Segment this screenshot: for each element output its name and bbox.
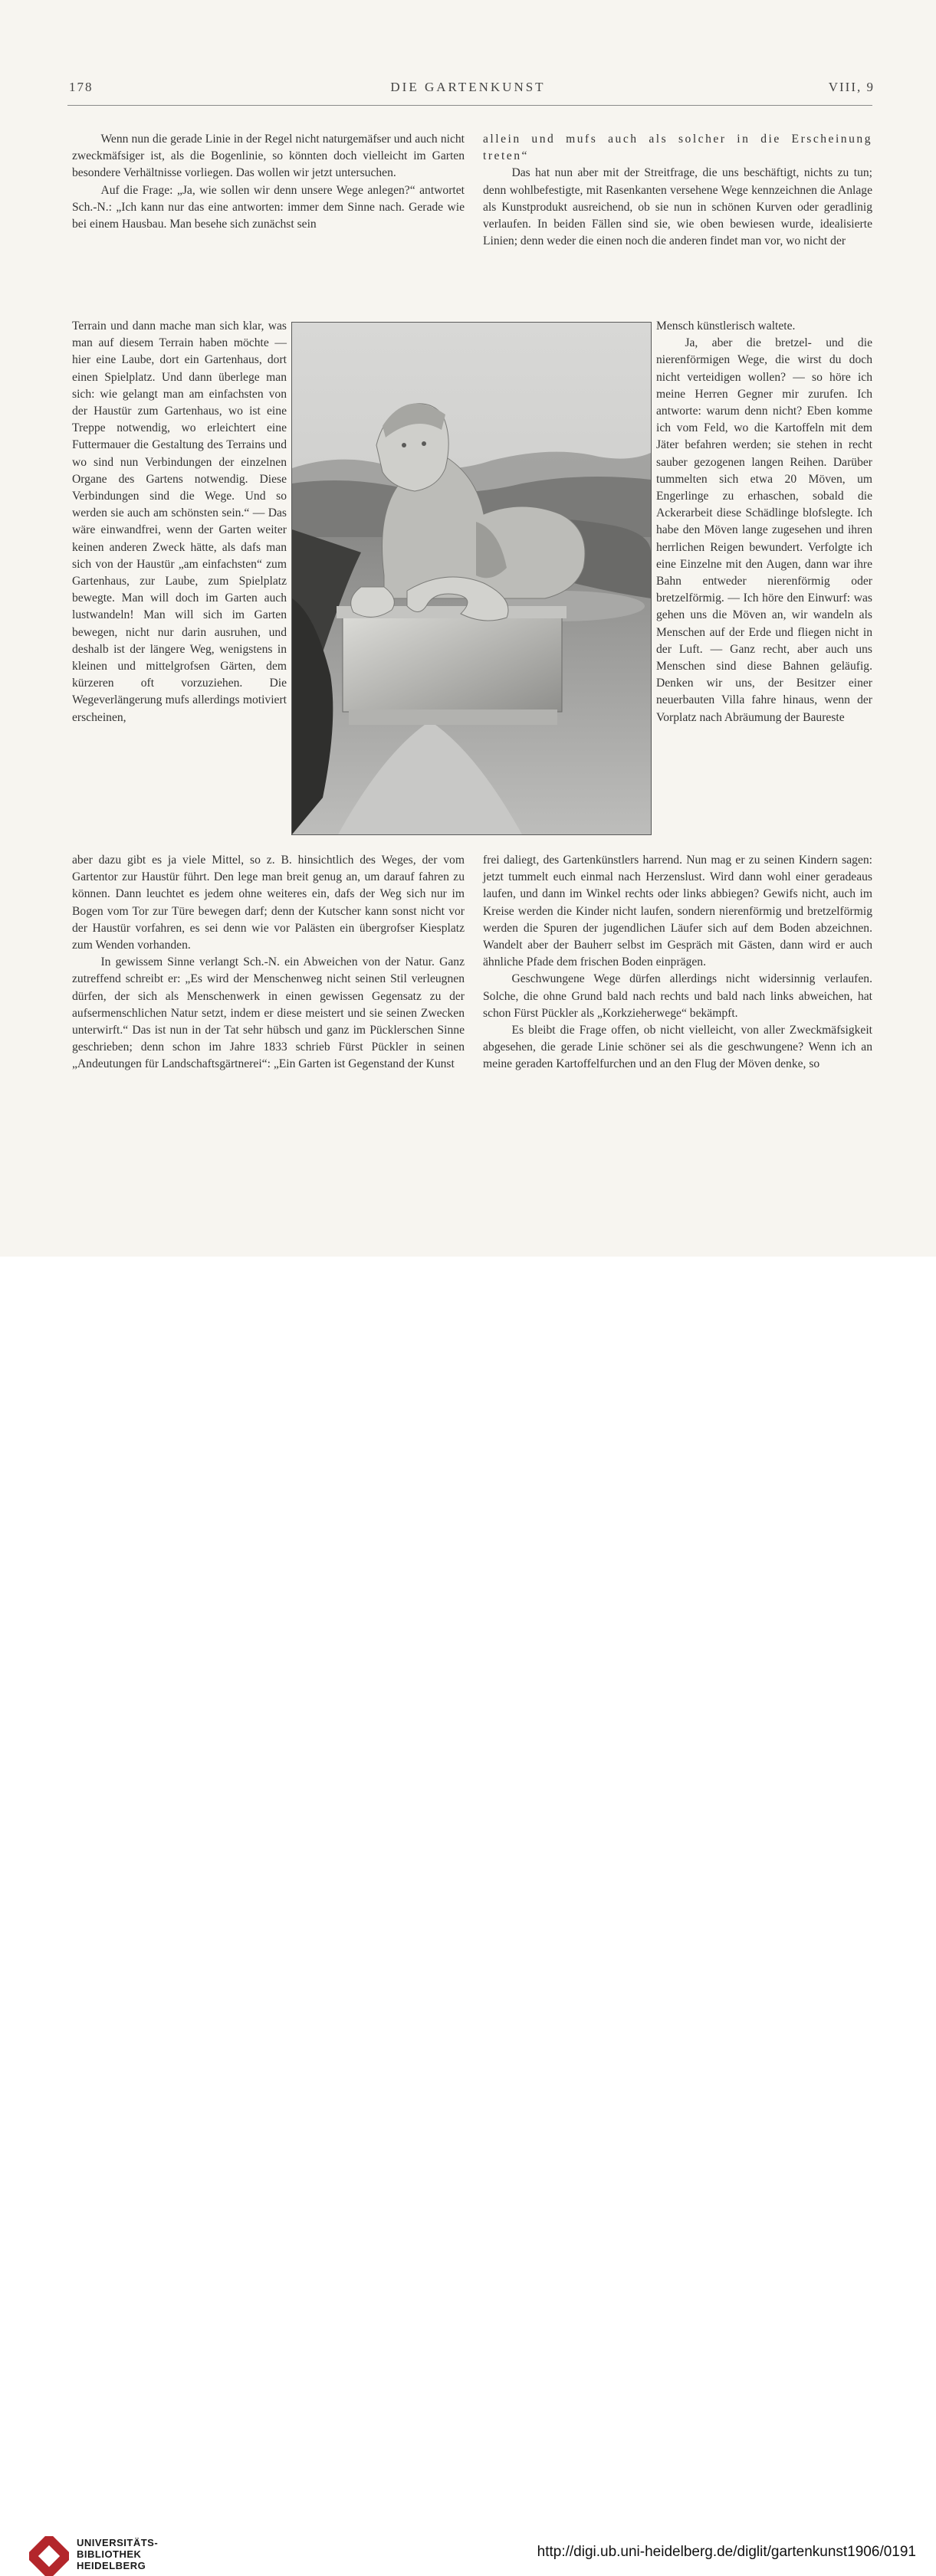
- page-number: 178: [69, 80, 94, 94]
- left-column-wrap: [72, 318, 287, 726]
- viewer-footer: [0, 1257, 936, 2571]
- right-column-wrap: [656, 318, 872, 726]
- library-name: UNIVERSITÄTS- BIBLIOTHEK HEIDELBERG: [77, 2537, 159, 2571]
- sphinx-statue-illustration: [292, 323, 651, 834]
- paragraph: Mensch künstlerisch waltete.: [656, 320, 796, 333]
- paragraph: Das hat nun aber mit der Streitfrage, die uns beschäftigt, nichts zu tun; denn wohlbefestigte, mit Rasenkanten versehene Wege kennzeichnen die Anlage als Kunstprodukt ausreichend, ob sie nun in schönen Kurven oder geradlinig verlaufen. In beiden Fällen sind sie, wie oben bewiesen wurde, idealisierte Linien; denn weder die einen noch die anderen findet man vor, wo nicht der: [483, 166, 872, 248]
- paragraph: Terrain und dann mache man sich klar, was man auf diesem Terrain haben möchte — hier eine Laube, dort ein Gartenhaus, dort einen Spielplatz. Und dann überlege man sich: wie gelangt man am einfachsten von der Haustür zum Gartenhaus, wo ist eine Treppe notwendig, wo erleichtert eine Futtermauer die Gestaltung des Terrains und wo sind nun Verbindungen der einzelnen Organe des Gartens notwendig. Diese Verbindungen sind die Wege. Und so werden sie auch am schönsten sein.“ — Das wäre einwandfrei, wenn der Garten weiter keinen anderen Zweck hätte, als dafs man sich von der Haustür „am einfachsten“ zum Gartenhaus, zur Laube, zum Spielplatz bewegte. Man will doch im Garten auch lustwandeln! Man will sich im Garten bewegen, nicht nur darin ausruhen, und deshalb ist der längere Weg, wenigstens in kleinen und mittelgrofsen Gärten, dem kürzeren oft vorzuziehen. Die Wegeverlängerung mufs allerdings motiviert erscheinen,: [72, 320, 287, 724]
- library-logo-icon: [29, 2536, 69, 2576]
- left-column-bottom: [72, 852, 465, 1073]
- running-title: DIE GARTENKUNST: [390, 80, 546, 94]
- paragraph: Geschwungene Wege dürfen allerdings nicht widersinnig verlaufen. Solche, die ohne Grund bald nach rechts und bald nach links abweichen, hat schon Fürst Pückler als „Korkzieherwege“ bekämpft.: [483, 972, 872, 1020]
- scanned-page: [0, 0, 936, 1257]
- paragraph: Wenn nun die gerade Linie in der Regel nicht naturgemäfser und auch nicht zweckmäfsiger ist, als die Bogenlinie, so könnten doch vielleicht im Garten besondere Verhältnisse vorliegen. Das wollen wir jetzt untersuchen.: [72, 133, 465, 180]
- volume-issue: VIII, 9: [828, 80, 875, 94]
- paragraph: aber dazu gibt es ja viele Mittel, so z. B. hinsichtlich des Weges, der vom Gartentor zur Haustür führt. Den lege man breit genug an, um darauf fahren zu können. Dann leuchtet es jedem ohne weiteres ein, dafs der Weg sich nur im Bogen vom Tor zur Türe bewegen darf; denn der Kutscher kann sonst nicht vor der Haustür vorfahren, es sei denn wie vor Palästen ein übergrofser Kiesplatz zum Wenden vorhanden.: [72, 854, 465, 952]
- header-rule: [67, 105, 872, 106]
- paragraph: frei daliegt, des Gartenkünstlers harrend. Nun mag er zu seinen Kindern sagen: jetzt tummelt euch einmal nach Herzenslust. Wird dann wohl einer geradeaus laufen, und dann im Winkel rechts oder links abbiegen? Gewifs nicht, auch im Kreise werden die Kinder nicht laufen, sondern nierenförmig und bretzelförmig werden die Spuren der jugendlichen Läufer sich auf dem Boden abzeichnen. Wandelt aber der Bauherr selbst im Gespräch mit Gästen, dann wird er auch ähnliche Pfade dem frischen Boden einprägen.: [483, 854, 872, 969]
- right-column-top: [483, 131, 872, 250]
- right-column-bottom: [483, 852, 872, 1073]
- paragraph: Ja, aber die bretzel- und die nierenförmigen Wege, die wirst du doch nicht verteidigen wollen? — so höre ich meine Herren Gegner mir zurufen. Ich antworte: warum denn nicht? Eben komme ich vom Feld, wo die Kartoffeln mit dem Jäter befahren werden; sie stehen in recht sauber gezogenen langen Reihen. Darüber tummelten sich etwa 20 Möven, um Engerlinge zu erhaschen, sobald die Ackerarbeit diese Schädlinge blofslegte. Ich habe den Möven lange zugesehen und ihren herrlichen Reigen bewundert. Verfolgte ich eine Einzelne mit den Augen, dann war ihre Bahn entweder nierenförmig oder bretzelförmig. — Ich höre den Einwurf: was gehen uns die Möven an, wir wandeln als Menschen auf der Erde und fliegen nicht in der Luft. — Ganz recht, aber auch uns Menschen sind diese Bahnen geläufig. Denken wir uns, der Besitzer einer neuerbauten Villa fahre hinaus, wenn der Vorplatz nach Abräumung der Baureste: [656, 336, 872, 724]
- paragraph: Es bleibt die Frage offen, ob nicht vielleicht, von aller Zweckmäfsigkeit abgesehen, die gerade Linie schöner sei als die geschwungene? Wenn ich an meine geraden Kartoffelfurchen und an den Flug der Möven denke, so: [483, 1024, 872, 1071]
- sphinx-photograph: [291, 322, 652, 835]
- source-url-link[interactable]: http://digi.ub.uni-heidelberg.de/diglit/gartenkunst1906/0191: [537, 2544, 916, 2560]
- left-column-top: [72, 131, 465, 233]
- paragraph: In gewissem Sinne verlangt Sch.-N. ein Abweichen von der Natur. Ganz zutreffend schreibt er: „Es wird der Menschenweg nicht seinen Stil verleugnen dürfen, der sich als Menschenwerk in einen gewissen Gegensatz zu der aufsermenschlichen Natur setzt, indem er diese meistert und sie seinen Zwecken unterwirft.“ Das ist nun in der Tat sehr hübsch und ganz im Pücklerschen Sinne geschrieben; denn schon im Jahre 1833 schrieb Fürst Pückler in seinen „Andeutungen für Landschaftsgärtnerei“: „Ein Garten ist Gegenstand der Kunst: [72, 955, 465, 1071]
- paragraph: Auf die Frage: „Ja, wie sollen wir denn unsere Wege anlegen?“ antwortet Sch.-N.: „Ich kann nur das eine antworten: immer dem Sinne nach. Gerade wie bei einem Hausbau. Man besehe sich zunächst sein: [72, 183, 465, 231]
- paragraph: allein und mufs auch als solcher in die Erscheinung treten“: [483, 133, 872, 163]
